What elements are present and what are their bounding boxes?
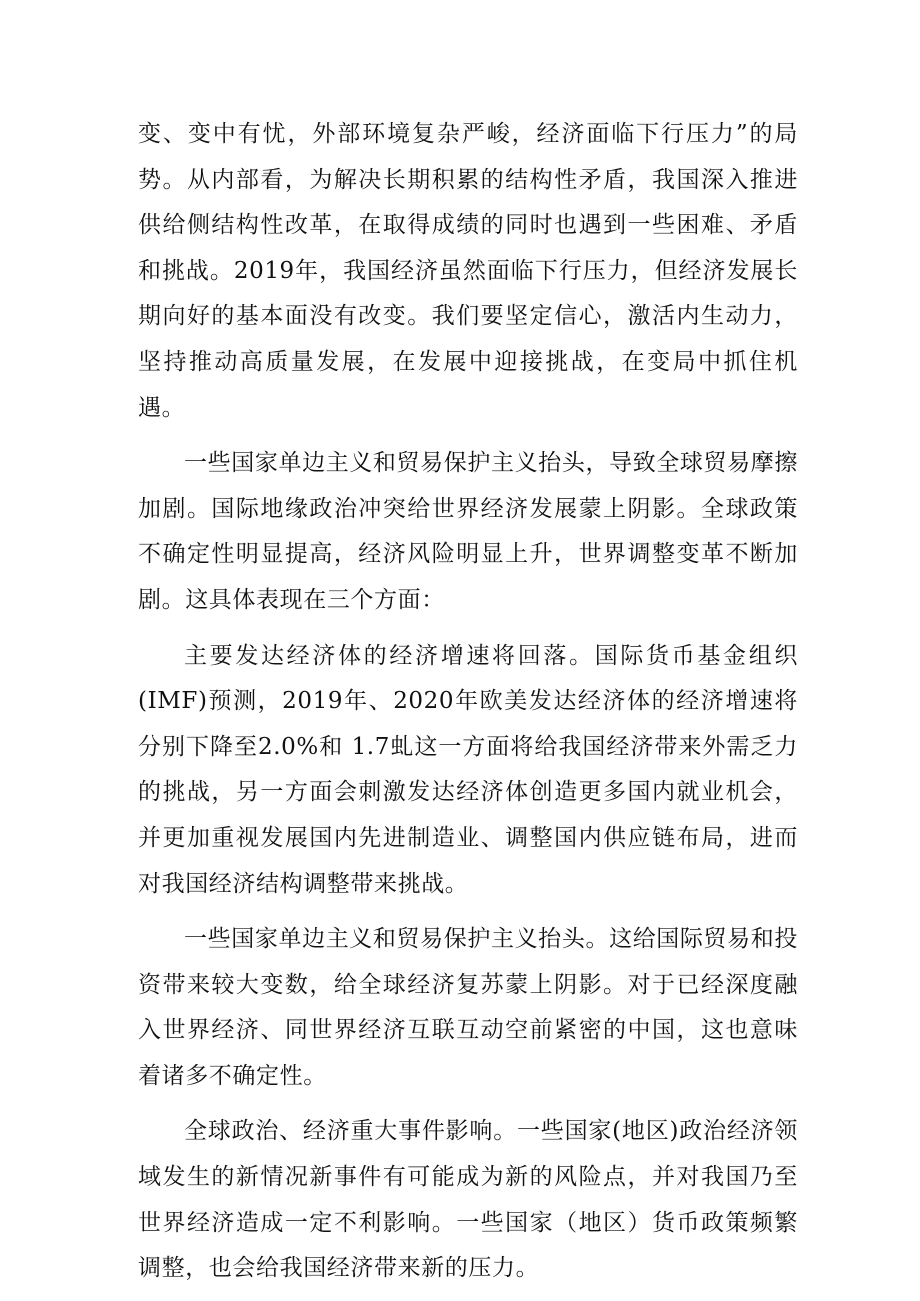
- paragraph-3: 主要发达经济体的经济增速将回落。国际货币基金组织(IMF)预测，2019年、2020年欧美发达经济体的经济增速将分别下降至2.0%和 1.7虬这一方面将给我国经济带来外需乏力的挑战，另一方面会刺激发达经济体创造更多国内就业机会，并更加重视发展国内先进制造业、调整国内供应链布局，进而对我国经济结构调整带来挑战。: [138, 642, 798, 897]
- paragraph-4: 一些国家单边主义和贸易保护主义抬头。这给国际贸易和投资带来较大变数，给全球经济复苏蒙上阴影。对于已经深度融入世界经济、同世界经济互联互动空前紧密的中国，这也意味着诸多不确定性。: [138, 926, 798, 1089]
- paragraph-5: 全球政治、经济重大事件影响。一些国家(地区)政治经济领域发生的新情况新事件有可能成为新的风险点，并对我国乃至世界经济造成一定不利影响。一些国家（地区）货币政策频繁调整，也会给我国经济带来新的压力。: [138, 1118, 798, 1282]
- paragraph-1: 变、变中有忧，外部环境复杂严峻，经济面临下行压力”的局势。从内部看，为解决长期积累的结构性矛盾，我国深入推进供给侧结构性改革，在取得成绩的同时也遇到一些困难、矛盾和挑战。2019年，我国经济虽然面临下行压力，但经济发展长期向好的基本面没有改变。我们要坚定信心，激活内生动力，坚持推动高质量发展，在发展中迎接挑战，在变局中抓住机遇。: [138, 121, 798, 421]
- paragraph-2: 一些国家单边主义和贸易保护主义抬头，导致全球贸易摩擦加剧。国际地缘政治冲突给世界经济发展蒙上阴影。全球政策不确定性明显提高，经济风险明显上升，世界调整变革不断加剧。这具体表现在三个方面：: [138, 450, 798, 613]
- body-text: [138, 112, 798, 1292]
